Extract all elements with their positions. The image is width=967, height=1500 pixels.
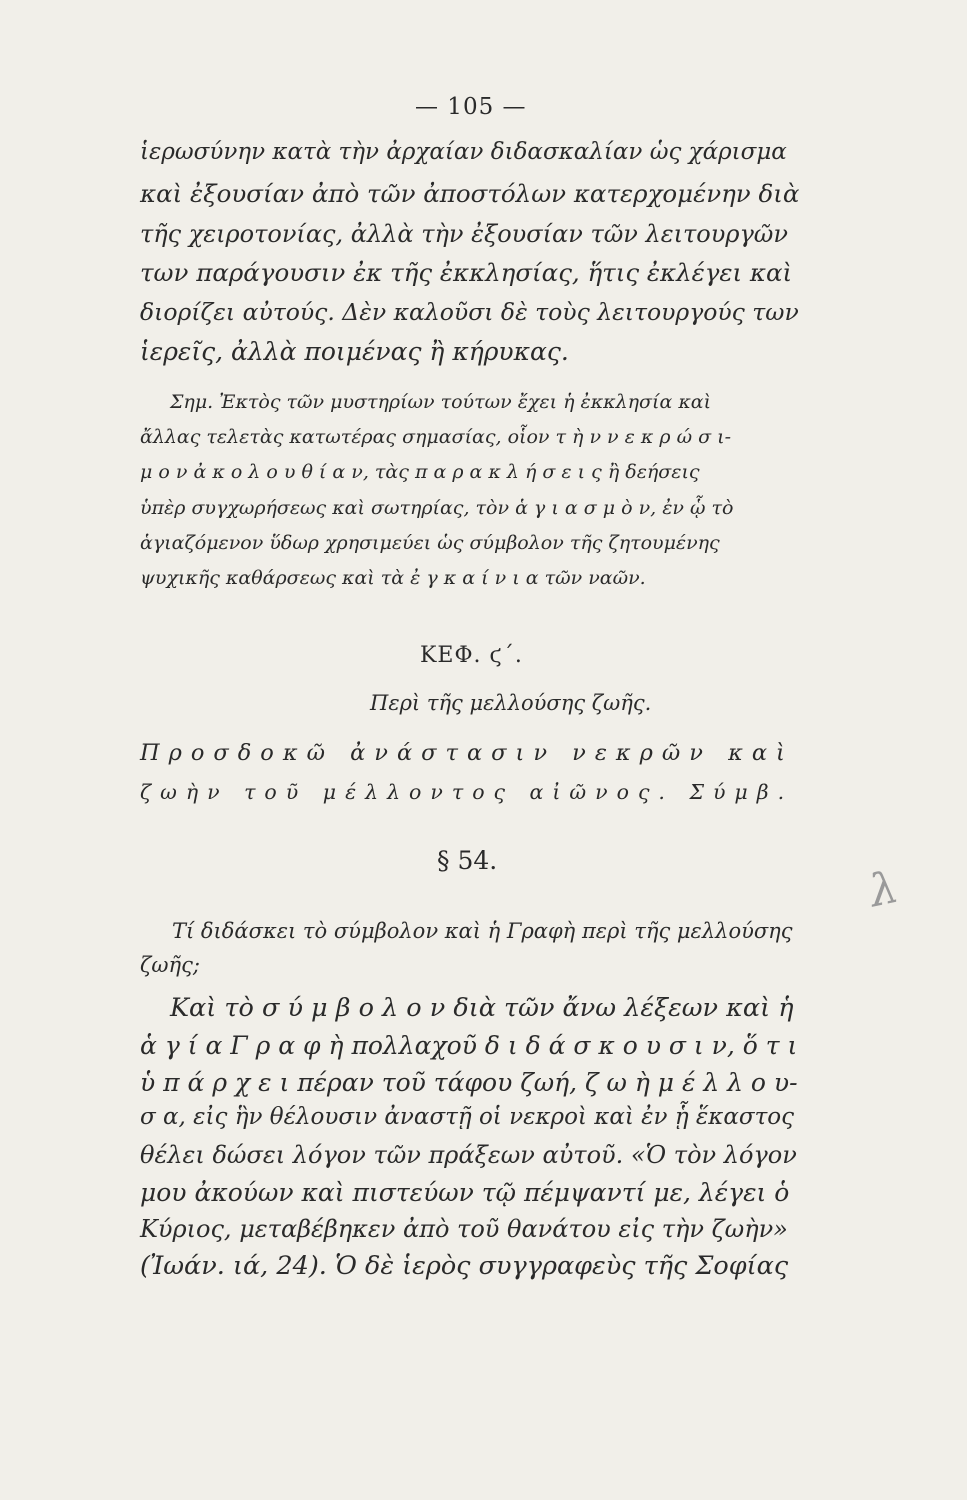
note-line: μ ο ν ἀ κ ο λ ο υ θ ί α ν, τὰς π α ρ α κ λ ή σ ε ι ς ἢ δεήσεις (140, 461, 700, 483)
text-line: ἱερεῖς, ἀλλὰ ποιμένας ἢ κήρυκας. (140, 337, 569, 366)
text-line: ἱερωσύνην κατὰ τὴν ἀρχαίαν διδασκαλίαν ὡς χάρισμα (140, 139, 787, 165)
question-line: ζωῆς; (140, 953, 200, 977)
note-line: ἁγιαζόμενον ὕδωρ χρησιμεύει ὡς σύμβολον τῆς ζητουμένης (140, 532, 720, 554)
heading-line: Προσδοκῶ ἀνάστασιν νεκρῶν καὶ (140, 740, 794, 766)
heading-line: ζωὴν τοῦ μέλλοντος αἰῶνος. Σύμβ. (140, 780, 794, 804)
note-line: Σημ. Ἐκτὸς τῶν μυστηρίων τούτων ἔχει ἡ ἐκκλησία καὶ (170, 391, 712, 413)
answer-line: (Ἰωάν. ιά, 24). Ὁ δὲ ἱερὸς συγγραφεὺς τῆς Σοφίας (140, 1251, 789, 1281)
text-line: καὶ ἐξουσίαν ἀπὸ τῶν ἀποστόλων κατερχομένην διὰ (140, 179, 800, 208)
note-line: ψυχικῆς καθάρσεως καὶ τὰ ἐ γ κ α ί ν ι α τῶν ναῶν. (140, 567, 646, 589)
chapter-subtitle: Περὶ τῆς μελλούσης ζωῆς. (370, 691, 652, 715)
question-line: Τί διδάσκει τὸ σύμβολον καὶ ἡ Γραφὴ περὶ τῆς μελλούσης (172, 919, 793, 943)
note-line: ὑπὲρ συγχωρήσεως καὶ σωτηρίας, τὸν ἁ γ ι α σ μ ὸ ν, ἐν ᾧ τὸ (140, 497, 734, 519)
section-number: § 54. (437, 846, 498, 875)
answer-line: Καὶ τὸ σ ύ μ β ο λ ο ν διὰ τῶν ἄνω λέξεων καὶ ἡ (170, 993, 794, 1023)
answer-line: ὑ π ά ρ χ ε ι πέραν τοῦ τάφου ζωή, ζ ω ὴ μ έ λ λ ο υ- (140, 1068, 798, 1097)
margin-annotation: λ (864, 861, 903, 918)
answer-line: ἁ γ ί α Γ ρ α φ ὴ πολλαχοῦ δ ι δ ά σ κ ο υ σ ι ν, ὅ τ ι (140, 1031, 798, 1060)
answer-line: Κύριος, μεταβέβηκεν ἀπὸ τοῦ θανάτου εἰς τὴν ζωὴν» (140, 1215, 788, 1243)
text-line: των παράγουσιν ἐκ τῆς ἐκκλησίας, ἥτις ἐκλέγει καὶ (140, 258, 793, 287)
answer-line: μου ἀκούων καὶ πιστεύων τῷ πέμψαντί με, λέγει ὁ (140, 1178, 790, 1207)
page-number: — 105 — (415, 94, 527, 120)
answer-line: σ α, εἰς ἣν θέλουσιν ἀναστῇ οἱ νεκροὶ καὶ ἐν ᾗ ἕκαστος (140, 1104, 795, 1130)
answer-line: θέλει δώσει λόγον τῶν πράξεων αὐτοῦ. «Ὁ τὸν λόγον (140, 1141, 797, 1169)
note-line: ἄλλας τελετὰς κατωτέρας σημασίας, οἷον τ ὴ ν ν ε κ ρ ώ σ ι- (140, 426, 732, 448)
text-line: διορίζει αὐτούς. Δὲν καλοῦσι δὲ τοὺς λειτουργούς των (140, 298, 799, 326)
text-line: τῆς χειροτονίας, ἀλλὰ τὴν ἐξουσίαν τῶν λειτουργῶν (140, 220, 788, 248)
chapter-title: ΚΕΦ. ϛ΄. (420, 643, 523, 668)
